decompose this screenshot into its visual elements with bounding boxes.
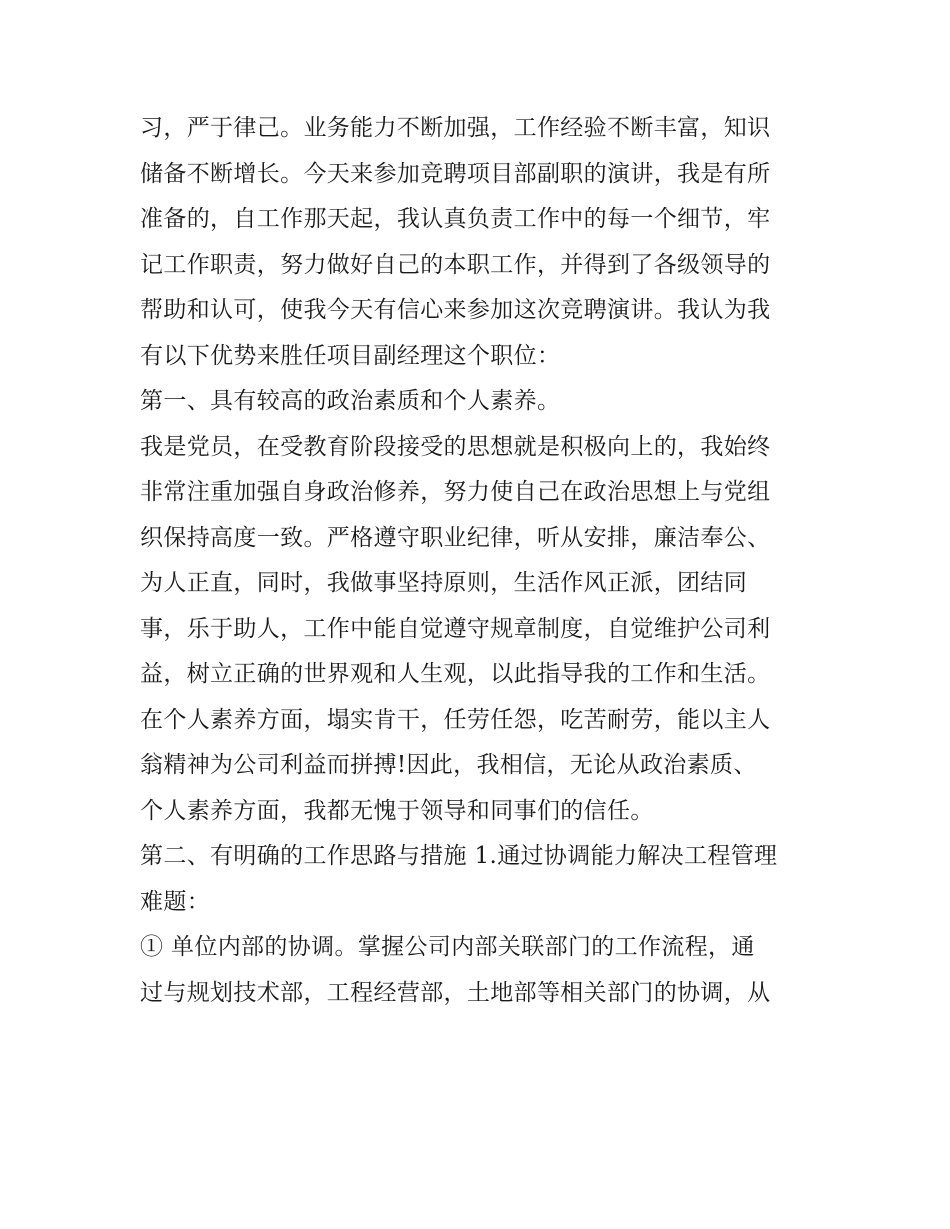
text-line: 非常注重加强自身政治修养，努力使自己在政治思想上与党组 (140, 479, 771, 505)
text-line: 在个人素养方面，塌实肯干，任劳任怨，吃苦耐劳，能以主人 (140, 706, 771, 733)
document-body (140, 106, 820, 1016)
text-line: 我是党员，在受教育阶段接受的思想就是积极向上的，我始终 (140, 433, 771, 460)
text-line: 个人素养方面，我都无愧于领导和同事们的信任。 (140, 797, 654, 824)
text-line: 为人正直，同时，我做事坚持原则，生活作风正派，团结同 (140, 570, 748, 596)
text-line: 事，乐于助人，工作中能自觉遵守规章制度，自觉维护公司利 (140, 615, 771, 642)
text-line: 储备不断增长。今天来参加竞聘项目部副职的演讲，我是有所 (140, 160, 771, 187)
text-line: 帮助和认可，使我今天有信心来参加这次竞聘演讲。我认为我 (140, 297, 771, 323)
text-line: 难题： (140, 888, 211, 915)
text-line: 有以下优势来胜任项目副经理这个职位： (140, 342, 561, 369)
text-line: 益，树立正确的世界观和人生观，以此指导我的工作和生活。 (140, 661, 771, 687)
section-heading-1: 第一、具有较高的政治素质和个人素养。 (140, 388, 561, 414)
text-line: 翁精神为公司利益而拼搏!因此，我相信，无论从政治素质、 (140, 752, 757, 778)
list-item-1: ① 单位内部的协调。掌握公司内部关联部门的工作流程，通 (140, 934, 755, 960)
text-line: 织保持高度一致。严格遵守职业纪律，听从安排，廉洁奉公、 (140, 524, 771, 551)
text-line: 准备的，自工作那天起，我认真负责工作中的每一个细节，牢 (140, 206, 771, 232)
section-heading-2: 第二、有明确的工作思路与措施 1.通过协调能力解决工程管理 (140, 843, 778, 869)
text-line: 过与规划技术部，工程经营部，土地部等相关部门的协调，从 (140, 979, 771, 1006)
text-line: 记工作职责，努力做好自己的本职工作，并得到了各级领导的 (140, 251, 771, 278)
text-line: 习，严于律己。业务能力不断加强，工作经验不断丰富，知识 (140, 115, 771, 141)
